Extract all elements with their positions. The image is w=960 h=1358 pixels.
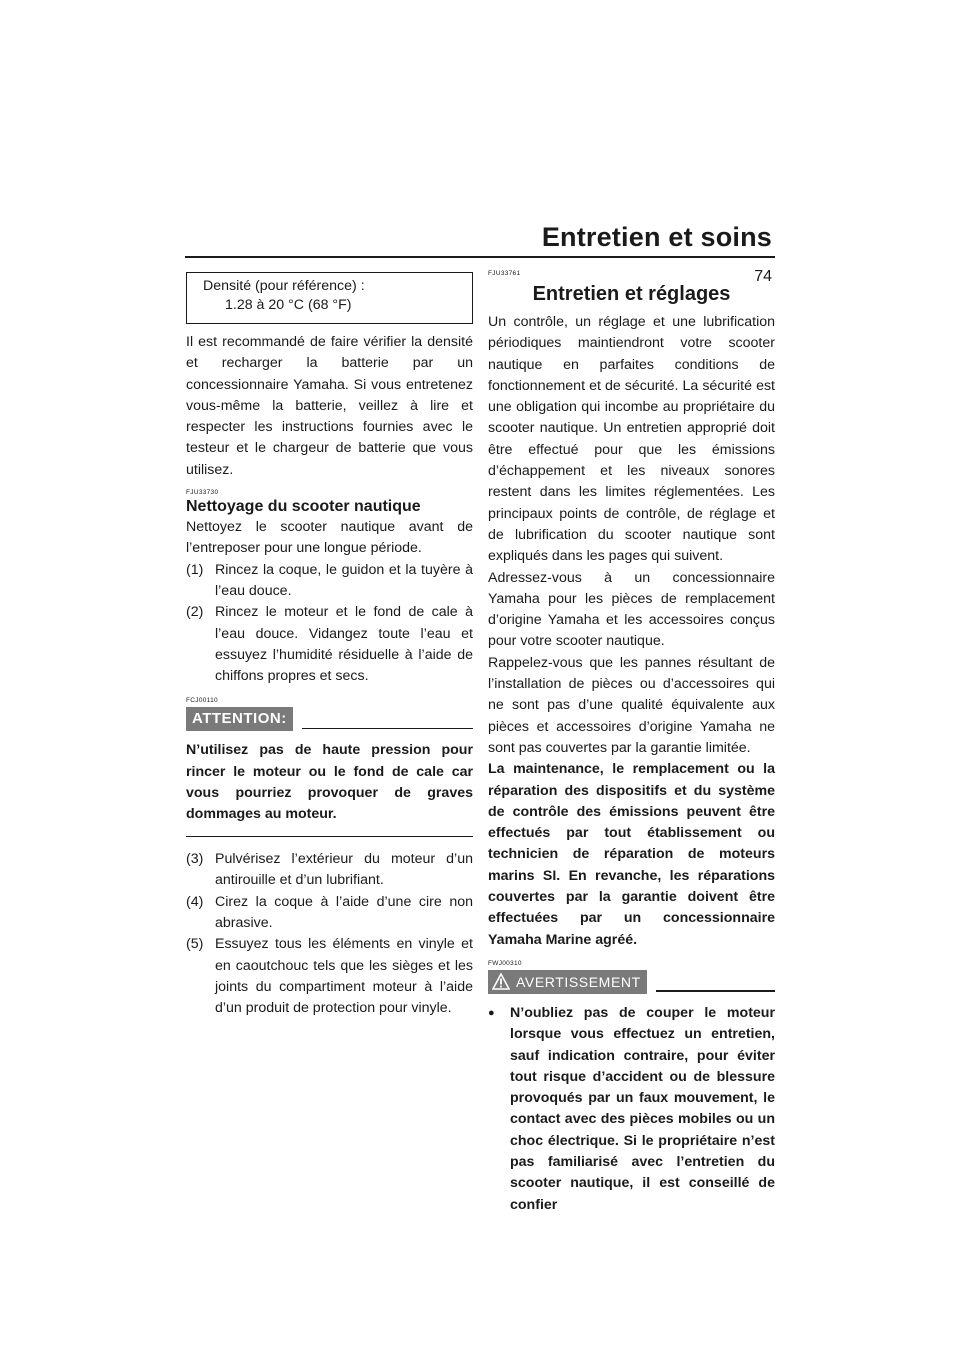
step-number: (2): [186, 604, 204, 621]
list-item: [186, 849, 473, 892]
step-text: Essuyez tous les éléments en vinyle et en caoutchouc tels que les sièges et les joints du compartiment moteur à l’aide d’un produit de protection pour vinyle.: [215, 936, 473, 1017]
cleaning-steps-list-continued: [186, 849, 473, 1019]
page-header-title: Entretien et soins: [541, 222, 772, 252]
warranty-paragraph: Rappelez-vous que les pannes résultant de l’installation de pièces ou d’accessoires qui ne sont pas d’une qualité équivalente aux pièces et accessoires d’origine Yamaha ne sont pas couvertes par la garantie limitée.: [488, 654, 775, 756]
battery-paragraph: Il est recommandé de faire vérifier la densité et recharger la batterie par un concessionnaire Yamaha. Si vous entretenez vous-même la batterie, veillez à lire et respecter les instructions fournies avec le testeur et le chargeur de batterie que vous utilisez.: [186, 334, 473, 478]
parts-paragraph: Adressez-vous à un concessionnaire Yamaha pour les pièces de remplacement d’origine Yamaha et les accessoires conçus pour votre scooter nautique.: [488, 569, 775, 650]
warning-header: [488, 970, 775, 994]
section-heading-maintenance: Entretien et réglages: [532, 283, 731, 305]
section-code: FJU33761: [488, 270, 521, 277]
step-number: (4): [186, 893, 204, 910]
notice-rule: [302, 728, 473, 730]
warning-label: AVERTISSEMENT: [516, 973, 641, 990]
notice-rule: [656, 990, 775, 992]
warning-text: N’oubliez pas de couper le moteur lorsque vous effectuez un entretien, sauf indication contraire, pour éviter tout risque d’accident ou de blessure provoqués par un faux mouvement, le contact avec des pièces mobiles ou un choc électrique. Si le propriétaire n’est pas familiarisé avec l’entretien du scooter nautique, il est conseillé de confier: [510, 1004, 775, 1213]
warning-badge: [488, 970, 647, 994]
spec-label: Densité (pour référence) :: [203, 278, 365, 294]
step-number: (1): [186, 561, 204, 578]
cleaning-steps-list: [186, 560, 473, 688]
step-text: Rincez la coque, le guidon et la tuyère à l’eau douce.: [215, 561, 473, 599]
step-text: Pulvérisez l’extérieur du moteur d’un antirouille et d’un lubrifiant.: [215, 851, 473, 889]
notice-code: FCJ00110: [186, 697, 218, 705]
list-item: [186, 602, 473, 687]
list-item: [186, 934, 473, 1019]
list-item: [186, 560, 473, 603]
maintenance-paragraph: Un contrôle, un réglage et une lubrification périodiques maintiendront votre scooter nautique en parfaites conditions de fonctionnement et de sécurité. La sécurité est une obligation qui incombe au propriétaire du scooter nautique. Un entretien approprié doit être effectué pour que les émissions d’échappement et les niveaux sonores restent dans les limites réglementées. Les principaux points de contrôle, de réglage et de lubrification du scooter nautique sont expliqués dans les pages qui suivent.: [488, 314, 775, 565]
header-rule: [185, 256, 775, 258]
bullet-icon: ●: [488, 1006, 495, 1019]
attention-text: N’utilisez pas de haute pression pour rincer le moteur ou le fond de cale car vous pourriez provoquer de graves dommages au moteur.: [186, 742, 473, 823]
notice-end-rule: [186, 836, 473, 838]
step-text: Rincez le moteur et le fond de cale à l’eau douce. Vidangez toute l’eau et essuyez l’humidité résiduelle à l’aide de chiffons propres et secs.: [215, 604, 473, 685]
attention-badge: ATTENTION:: [186, 707, 293, 731]
step-number: (3): [186, 851, 204, 868]
attention-header: [186, 707, 473, 731]
left-column: [186, 272, 473, 1020]
section-heading-cleaning: Nettoyage du scooter nautique: [186, 498, 421, 516]
section-code: FJU33730: [186, 489, 219, 497]
spec-value: 1.28 à 20 °C (68 °F): [225, 297, 352, 313]
list-item: [186, 892, 473, 935]
page-number: 74: [754, 268, 772, 285]
warning-code: FWJ00310: [488, 959, 522, 967]
step-number: (5): [186, 936, 204, 953]
warning-triangle-icon: [492, 973, 510, 990]
emissions-paragraph: La maintenance, le remplacement ou la réparation des dispositifs et du système de contrôle des émissions peuvent être effectués par tout établissement ou technicien de réparation de moteurs marins SI. En revanche, les réparations couvertes par la garantie doivent être effectuées par un concessionnaire Yamaha Marine agréé.: [488, 761, 775, 948]
step-text: Cirez la coque à l’aide d’une cire non abrasive.: [215, 893, 473, 932]
right-column: [488, 270, 775, 1216]
spec-box: [186, 272, 473, 324]
cleaning-intro: Nettoyez le scooter nautique avant de l’entreposer pour une longue période.: [186, 519, 473, 557]
warning-bullet: [488, 1003, 775, 1216]
